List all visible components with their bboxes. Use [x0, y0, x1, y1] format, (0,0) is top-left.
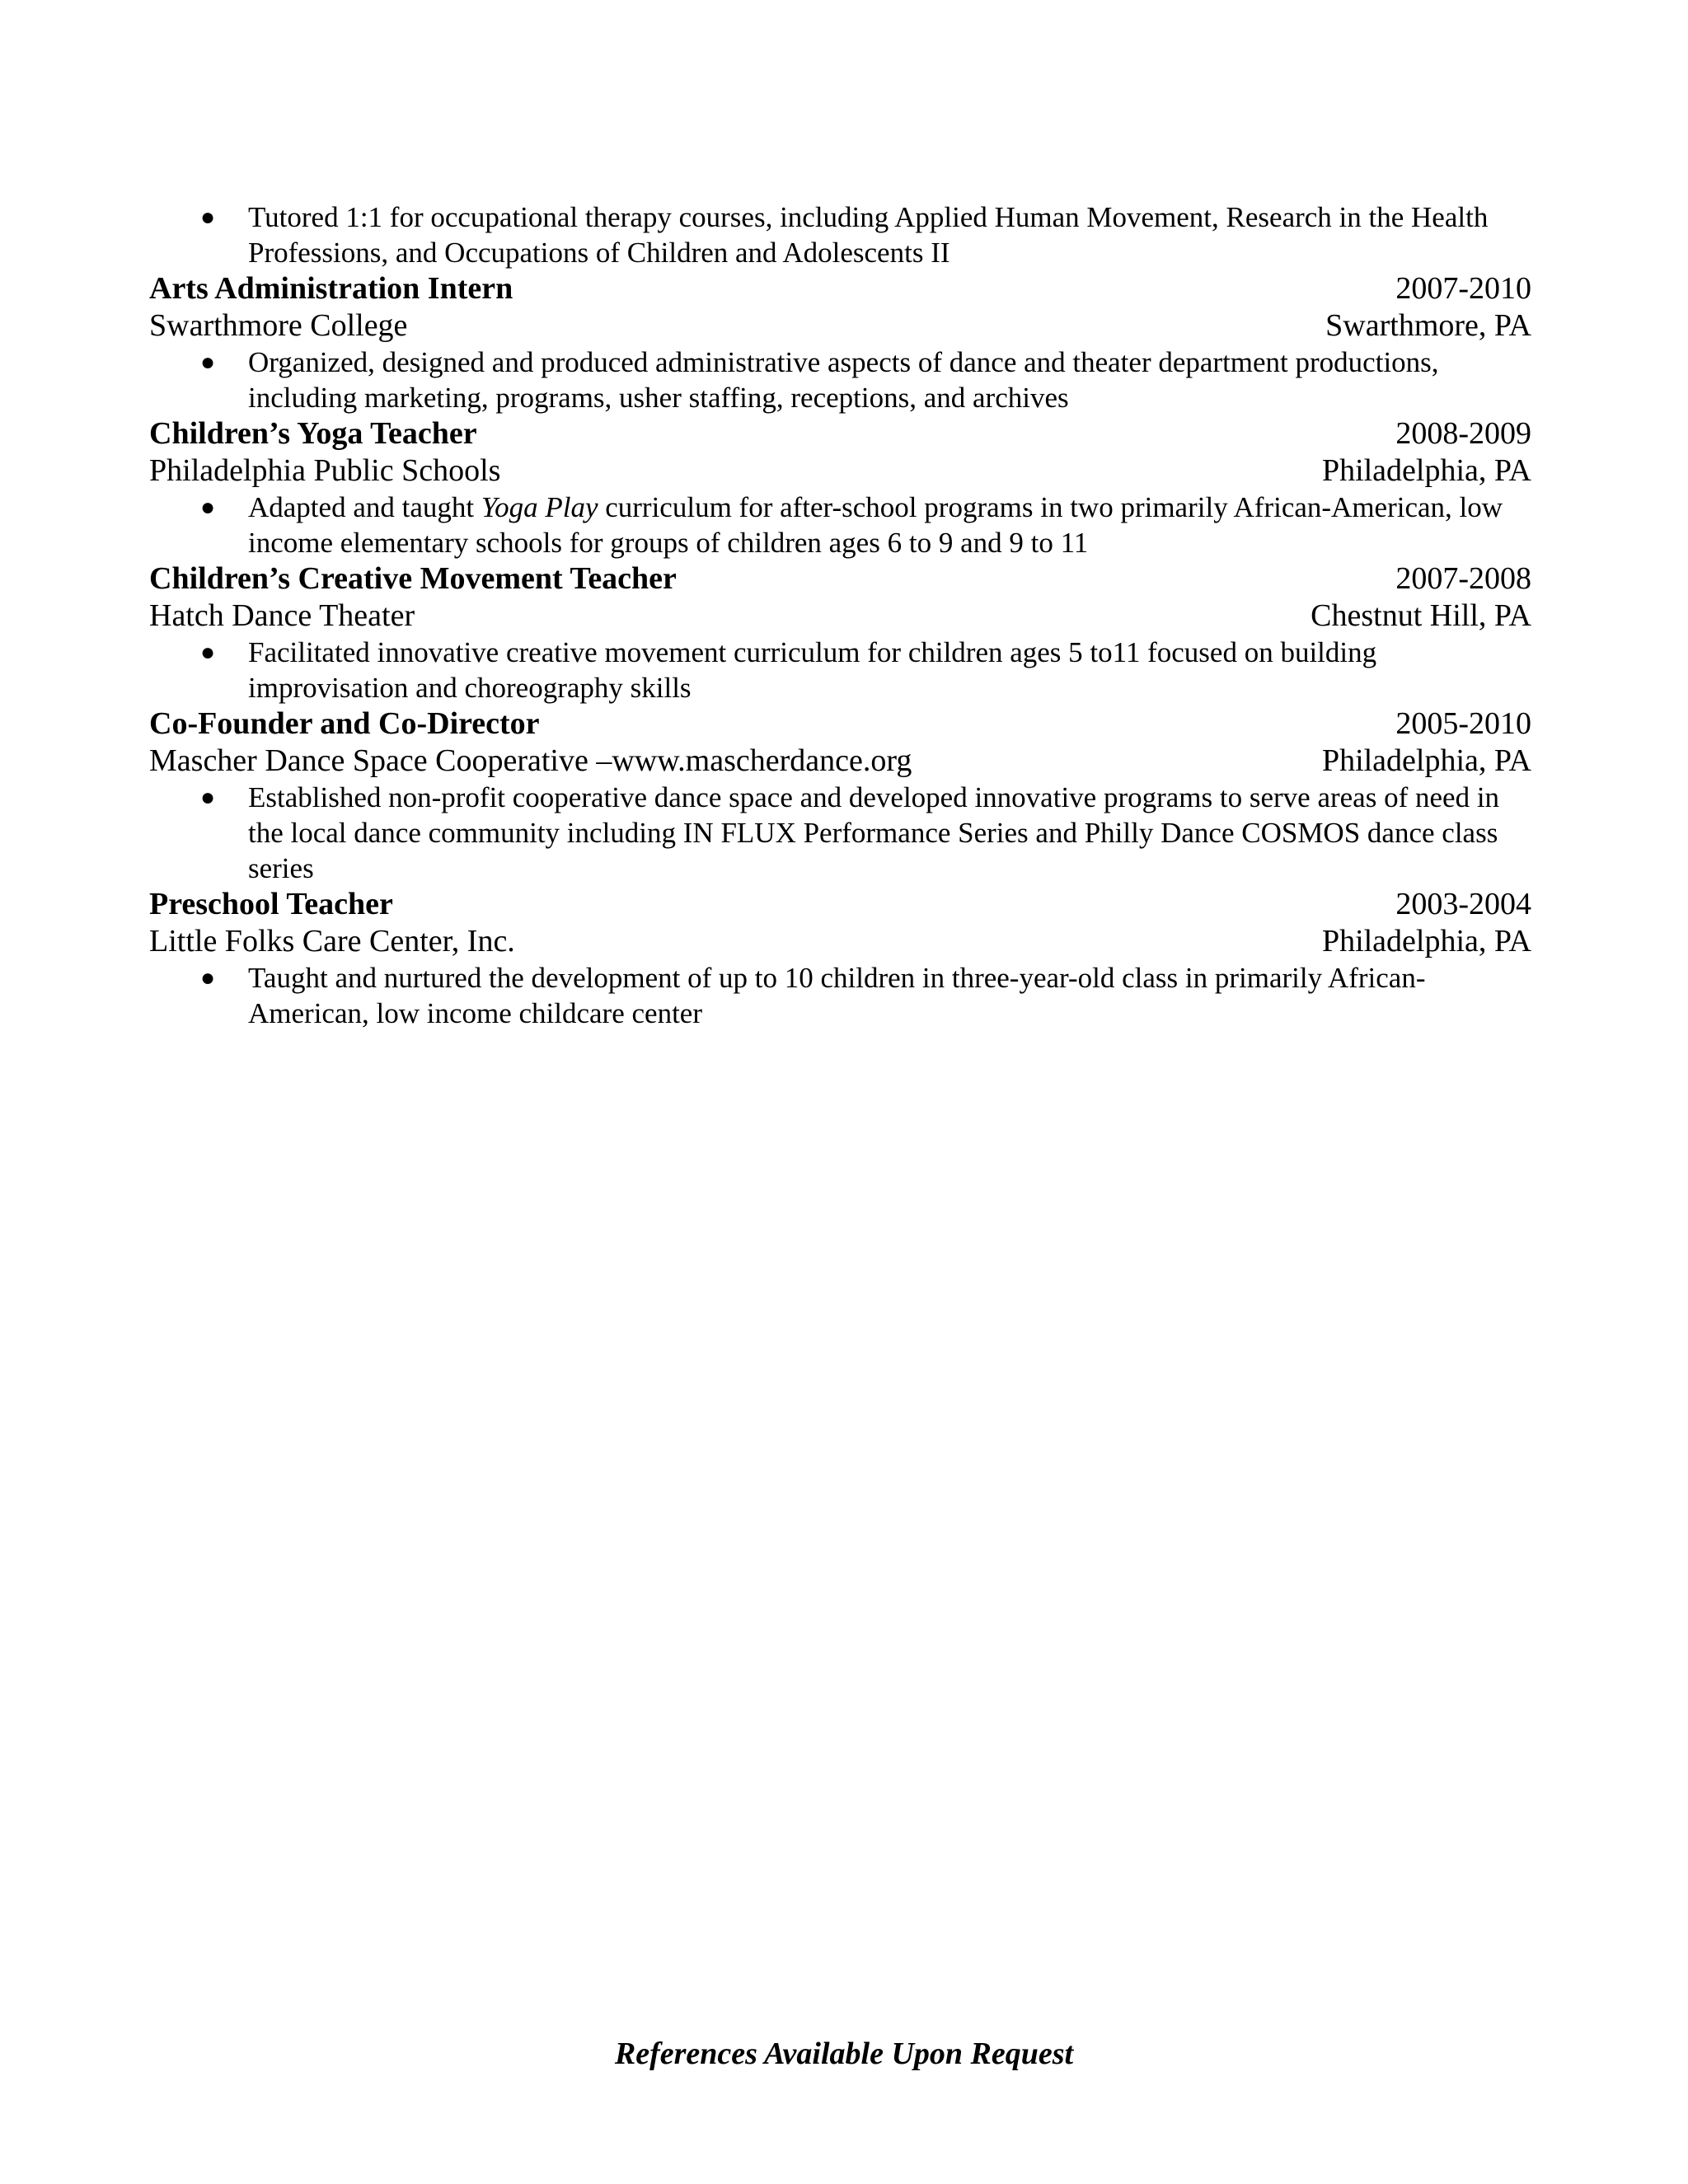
job-years: 2003-2004	[1395, 887, 1531, 921]
job-entry	[149, 415, 1531, 560]
job-organization: Swarthmore College	[149, 308, 408, 343]
job-organization: Philadelphia Public Schools	[149, 453, 501, 488]
bullet-item	[149, 780, 1531, 886]
job-entry	[149, 560, 1531, 705]
bullet-text	[248, 490, 1531, 560]
references-footer: References Available Upon Request	[614, 2036, 1074, 2071]
bullet-text-before: Adapted and taught	[248, 491, 481, 523]
job-org-row	[149, 452, 1531, 490]
bullet-text: Tutored 1:1 for occupational therapy courses, including Applied Human Movement, Research in the Health Professions, and Occupations of Children and Adolescents II	[248, 201, 1489, 269]
job-org-row	[149, 743, 1531, 780]
job-title-row	[149, 705, 1531, 743]
bullet-item	[149, 490, 1531, 560]
job-entry	[149, 705, 1531, 886]
bullet-icon: ●	[200, 784, 216, 811]
bullet-item	[149, 635, 1531, 705]
job-org-row	[149, 923, 1531, 960]
job-title: Co-Founder and Co-Director	[149, 706, 540, 741]
bullet-text: Established non-profit cooperative dance space and developed innovative programs to serve areas of need in the local dance community including IN FLUX Performance Series and Philly Dance COSMOS dance class series	[248, 781, 1500, 884]
bullet-text-after: curriculum for after-school programs in two primarily African-American, low income elementary schools for groups of children ages 6 to 9 and 9 to 11	[248, 491, 1503, 559]
job-years: 2007-2008	[1395, 561, 1531, 596]
curriculum-name: Yoga Play	[481, 491, 598, 523]
job-entry	[149, 270, 1531, 415]
job-title-row	[149, 270, 1531, 307]
job-years: 2007-2010	[1395, 271, 1531, 306]
job-title: Arts Administration Intern	[149, 271, 513, 306]
job-org-row	[149, 598, 1531, 635]
job-bullets	[149, 635, 1531, 705]
bullet-text: Facilitated innovative creative movement curriculum for children ages 5 to11 focused on building improvisation and choreography skills	[248, 636, 1377, 704]
job-location: Philadelphia, PA	[1321, 453, 1531, 488]
job-title-row	[149, 415, 1531, 452]
bullet-item	[149, 199, 1531, 270]
job-bullets	[149, 344, 1531, 415]
job-location: Swarthmore, PA	[1325, 308, 1531, 343]
experience-section	[149, 199, 1531, 1031]
job-title: Children’s Yoga Teacher	[149, 416, 477, 451]
bullet-icon: ●	[200, 639, 216, 666]
job-org-row	[149, 307, 1531, 344]
job-organization: Hatch Dance Theater	[149, 598, 415, 633]
bullet-icon: ●	[200, 494, 216, 521]
job-title: Children’s Creative Movement Teacher	[149, 561, 677, 596]
job-title-row	[149, 886, 1531, 923]
bullet-item	[149, 344, 1531, 415]
job-title: Preschool Teacher	[149, 887, 393, 921]
job-bullets	[149, 960, 1531, 1031]
job-organization: Mascher Dance Space Cooperative –www.mascherdance.org	[149, 743, 912, 778]
bullet-text: Taught and nurtured the development of up to 10 children in three-year-old class in primarily African-American, low income childcare center	[248, 962, 1426, 1029]
job-entry	[149, 886, 1531, 1031]
job-title-row	[149, 560, 1531, 598]
job-years: 2008-2009	[1395, 416, 1531, 451]
job-location: Chestnut Hill, PA	[1311, 598, 1531, 633]
bullet-icon: ●	[200, 964, 216, 991]
job-organization: Little Folks Care Center, Inc.	[149, 924, 515, 958]
job-bullets	[149, 780, 1531, 886]
job-years: 2005-2010	[1395, 706, 1531, 741]
job-bullets	[149, 490, 1531, 560]
bullet-item	[149, 960, 1531, 1031]
job-location: Philadelphia, PA	[1321, 743, 1531, 778]
bullet-icon: ●	[200, 349, 216, 376]
bullet-icon: ●	[200, 204, 216, 231]
bullet-text: Organized, designed and produced administrative aspects of dance and theater department productions, including marketing, programs, usher staffing, receptions, and archives	[248, 346, 1439, 414]
job-location: Philadelphia, PA	[1321, 924, 1531, 958]
continuation-bullets	[149, 199, 1531, 270]
